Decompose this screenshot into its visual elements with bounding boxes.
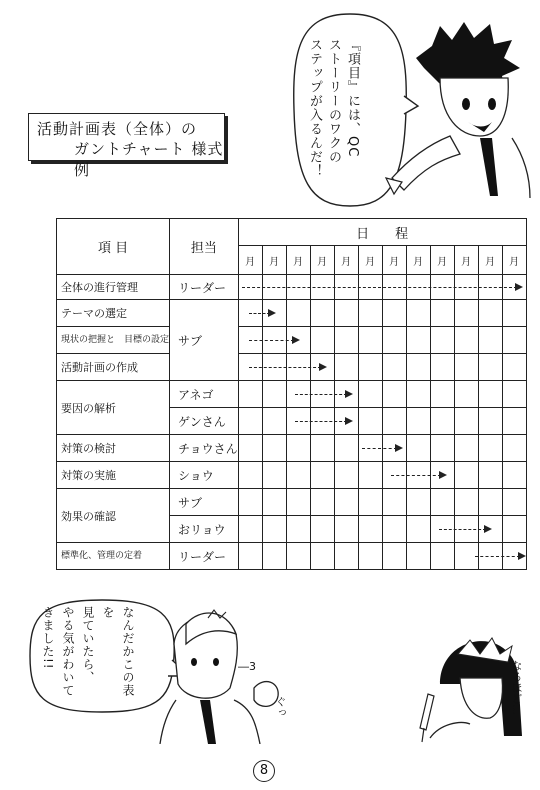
- schedule-cell: [334, 489, 358, 516]
- schedule-arrow: [295, 394, 347, 395]
- schedule-arrow: [362, 448, 397, 449]
- schedule-cell: [238, 516, 262, 543]
- schedule-cell: [454, 327, 478, 354]
- schedule-cell: [286, 543, 310, 570]
- table-row: [57, 462, 527, 489]
- owner-cell: ゲンさん: [170, 408, 239, 435]
- schedule-cell: [358, 327, 382, 354]
- schedule-cell: [454, 435, 478, 462]
- month-cell: 月: [286, 246, 310, 275]
- schedule-cell: [286, 462, 310, 489]
- schedule-cell: [262, 408, 286, 435]
- owner-cell: おリョウ: [170, 516, 239, 543]
- table-row: [57, 543, 527, 570]
- schedule-cell: [358, 516, 382, 543]
- schedule-cell: [286, 489, 310, 516]
- owner-cell: ショウ: [170, 462, 239, 489]
- schedule-cell: [358, 489, 382, 516]
- schedule-cell: [430, 489, 454, 516]
- month-cell: 月: [238, 246, 262, 275]
- month-cell: 月: [358, 246, 382, 275]
- schedule-cell: [406, 489, 430, 516]
- schedule-cell: [382, 489, 406, 516]
- schedule-cell: [406, 516, 430, 543]
- schedule-cell: [382, 543, 406, 570]
- schedule-cell: [478, 408, 502, 435]
- task-cell: 現状の把握と 目標の設定: [57, 327, 170, 354]
- task-cell: 全体の進行管理: [57, 275, 170, 300]
- schedule-cell: [406, 543, 430, 570]
- schedule-cell: [454, 381, 478, 408]
- schedule-cell: [310, 462, 334, 489]
- schedule-arrow: [475, 556, 520, 557]
- title-box: [28, 113, 225, 179]
- schedule-cell: [358, 543, 382, 570]
- schedule-cell: [478, 327, 502, 354]
- table-row: [57, 300, 527, 327]
- schedule-cell: [454, 354, 478, 381]
- table-row: [57, 435, 527, 462]
- schedule-cell: [382, 381, 406, 408]
- schedule-cell: [478, 435, 502, 462]
- owner-cell: アネゴ: [170, 381, 239, 408]
- schedule-cell: [478, 354, 502, 381]
- schedule-cell: [406, 435, 430, 462]
- schedule-cell: [430, 327, 454, 354]
- schedule-cell: [358, 300, 382, 327]
- schedule-cell: [430, 354, 454, 381]
- schedule-cell: [238, 408, 262, 435]
- owner-cell: サブ: [170, 489, 239, 516]
- table-row: [57, 489, 527, 516]
- schedule-cell: [502, 462, 526, 489]
- schedule-cell: [502, 489, 526, 516]
- schedule-arrow: [295, 421, 347, 422]
- title-line-1: 活動計画表（全体）の: [37, 120, 198, 138]
- schedule-cell: [310, 327, 334, 354]
- schedule-cell: [238, 462, 262, 489]
- page-number: 8: [253, 760, 275, 782]
- schedule-cell: [238, 543, 262, 570]
- schedule-cell: [430, 435, 454, 462]
- schedule-cell: [382, 354, 406, 381]
- schedule-cell: [406, 381, 430, 408]
- schedule-cell: [502, 354, 526, 381]
- schedule-cell: [238, 381, 262, 408]
- schedule-cell: [454, 489, 478, 516]
- schedule-cell: [262, 462, 286, 489]
- schedule-cell: [382, 327, 406, 354]
- schedule-cell: [502, 435, 526, 462]
- header-owner: 担当: [170, 219, 239, 275]
- schedule-cell: [502, 300, 526, 327]
- schedule-cell: [382, 408, 406, 435]
- header-schedule: 日 程: [238, 219, 526, 246]
- schedule-cell: [286, 300, 310, 327]
- task-cell: テーマの選定: [57, 300, 170, 327]
- task-cell: 活動計画の作成: [57, 354, 170, 381]
- schedule-cell: [430, 300, 454, 327]
- schedule-cell: [502, 408, 526, 435]
- schedule-cell: [310, 435, 334, 462]
- schedule-cell: [310, 300, 334, 327]
- schedule-cell: [310, 543, 334, 570]
- task-cell: 要因の解析: [57, 381, 170, 435]
- speech-bubble-top-text: [305, 38, 362, 178]
- speech-bubble-bottom-text: [38, 606, 138, 706]
- bubble-top-line-1: 『項目』には、QC: [345, 38, 360, 158]
- schedule-cell: [262, 516, 286, 543]
- schedule-cell: [262, 489, 286, 516]
- sfx-2: ぐっ: [274, 696, 287, 718]
- schedule-arrow: [249, 367, 320, 368]
- schedule-cell: [454, 408, 478, 435]
- side-text: なるほど…: [510, 660, 523, 715]
- schedule-cell: [358, 408, 382, 435]
- header-item: 項 目: [57, 219, 170, 275]
- schedule-cell: [286, 516, 310, 543]
- schedule-cell: [238, 489, 262, 516]
- gantt-table: [56, 218, 527, 570]
- schedule-cell: [334, 516, 358, 543]
- schedule-cell: [334, 327, 358, 354]
- month-cell: 月: [382, 246, 406, 275]
- month-cell: 月: [454, 246, 478, 275]
- owner-cell: リーダー: [170, 275, 239, 300]
- month-cell: 月: [406, 246, 430, 275]
- gantt-body: [57, 275, 527, 570]
- month-cell: 月: [310, 246, 334, 275]
- schedule-arrow: [439, 529, 486, 530]
- bubble-bottom-line-1: なんだかこの表を: [101, 606, 135, 697]
- schedule-cell: [334, 462, 358, 489]
- schedule-cell: [406, 327, 430, 354]
- month-cell: 月: [262, 246, 286, 275]
- month-cell: 月: [502, 246, 526, 275]
- bubble-top-line-2: ストーリーのワクの: [326, 38, 341, 164]
- owner-cell: チョウさん: [170, 435, 239, 462]
- schedule-cell: [478, 381, 502, 408]
- schedule-cell: [430, 543, 454, 570]
- task-cell: 効果の確認: [57, 489, 170, 543]
- schedule-arrow: [391, 475, 441, 476]
- character-fist: [156, 604, 296, 744]
- task-cell: 標準化、管理の定着: [57, 543, 170, 570]
- schedule-cell: [238, 435, 262, 462]
- schedule-cell: [334, 435, 358, 462]
- gantt-chart: [56, 218, 527, 570]
- schedule-cell: [382, 516, 406, 543]
- schedule-cell: [382, 300, 406, 327]
- schedule-cell: [454, 462, 478, 489]
- schedule-cell: [502, 381, 526, 408]
- schedule-cell: [358, 462, 382, 489]
- schedule-cell: [478, 489, 502, 516]
- task-cell: 対策の実施: [57, 462, 170, 489]
- schedule-cell: [262, 435, 286, 462]
- schedule-cell: [430, 408, 454, 435]
- schedule-cell: [454, 300, 478, 327]
- schedule-cell: [502, 327, 526, 354]
- bubble-bottom-line-2: 見ていたら、: [81, 606, 95, 684]
- schedule-cell: [310, 516, 334, 543]
- bubble-bottom-line-3: やる気がわいて: [61, 606, 75, 697]
- bubble-bottom-line-4: きました!!: [41, 606, 55, 670]
- schedule-cell: [478, 462, 502, 489]
- schedule-arrow: [242, 287, 517, 288]
- month-cell: 月: [334, 246, 358, 275]
- schedule-cell: [358, 381, 382, 408]
- table-row: [57, 381, 527, 408]
- schedule-cell: [358, 354, 382, 381]
- schedule-arrow: [249, 313, 270, 314]
- schedule-cell: [334, 354, 358, 381]
- schedule-cell: [406, 408, 430, 435]
- schedule-cell: [286, 435, 310, 462]
- owner-cell: リーダー: [170, 543, 239, 570]
- character-boy-pointing: [380, 18, 540, 198]
- schedule-cell: [478, 300, 502, 327]
- schedule-cell: [430, 381, 454, 408]
- schedule-cell: [406, 354, 430, 381]
- task-cell: 対策の検討: [57, 435, 170, 462]
- schedule-cell: [334, 300, 358, 327]
- schedule-cell: [334, 543, 358, 570]
- bubble-top-line-3: ステップが入るんだ！: [307, 38, 322, 178]
- schedule-cell: [262, 543, 286, 570]
- sfx-1: ―3: [238, 660, 256, 673]
- schedule-cell: [262, 381, 286, 408]
- schedule-cell: [502, 516, 526, 543]
- month-cell: 月: [430, 246, 454, 275]
- schedule-cell: [406, 300, 430, 327]
- owner-cell: サブ: [170, 300, 239, 381]
- schedule-cell: [310, 489, 334, 516]
- schedule-arrow: [249, 340, 294, 341]
- month-cell: 月: [478, 246, 502, 275]
- title-line-2: ガントチャート 様式例: [74, 140, 224, 179]
